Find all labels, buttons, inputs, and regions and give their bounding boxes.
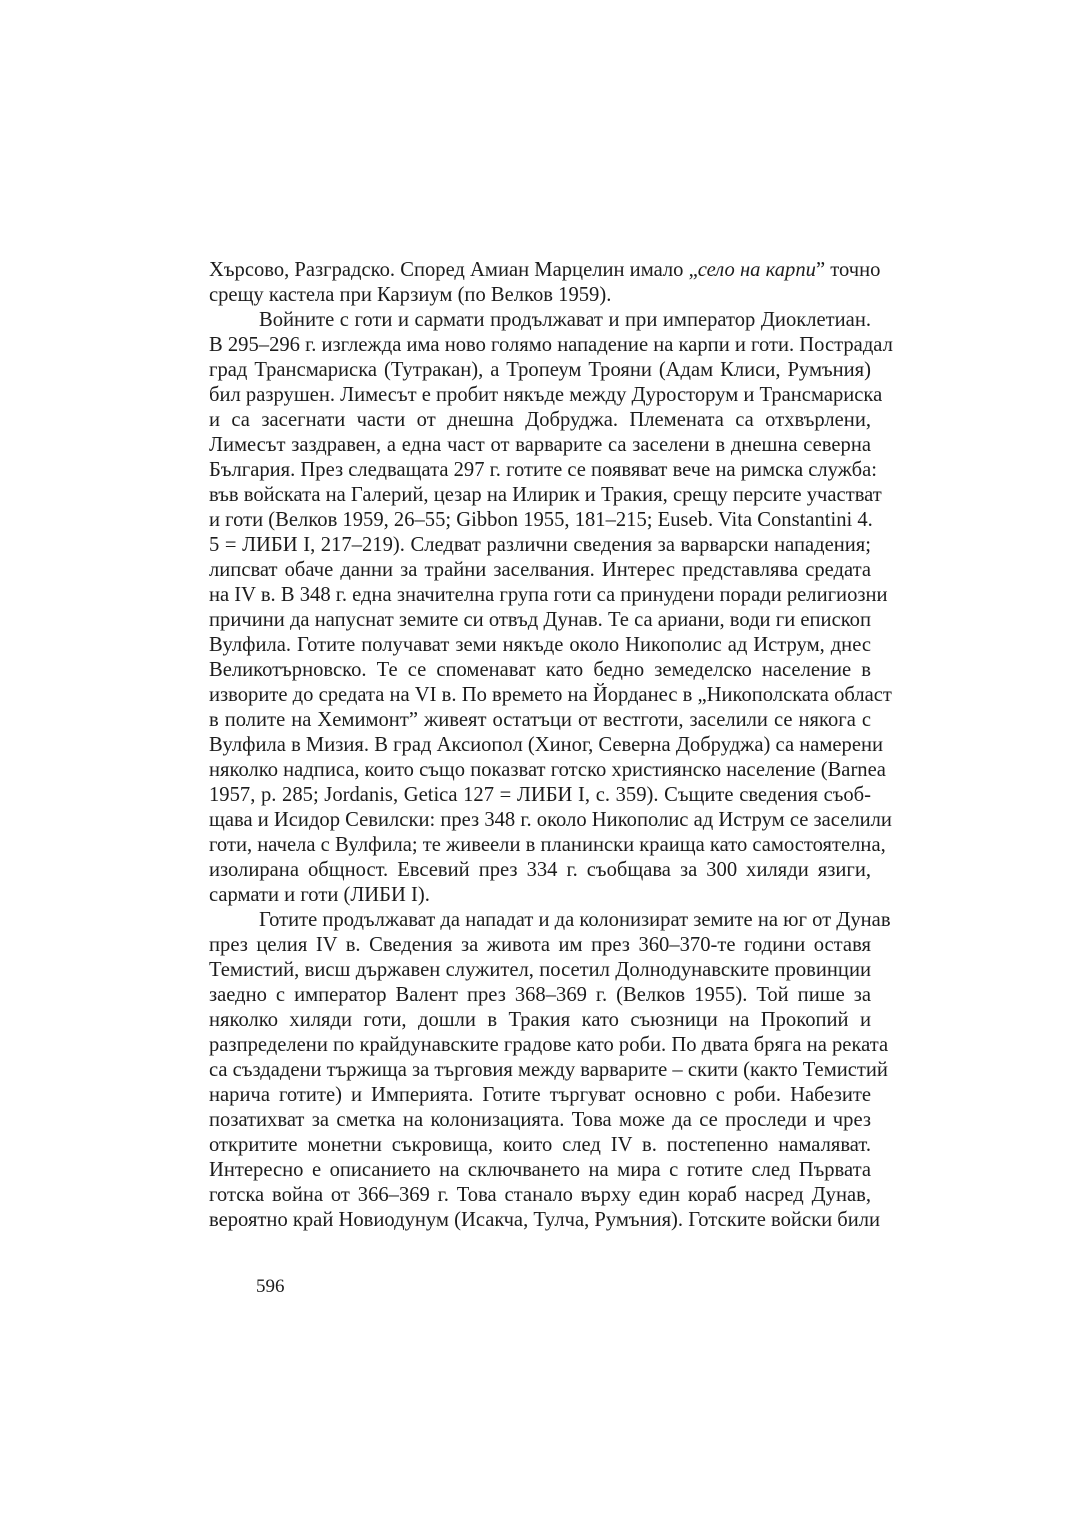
text-line-16: Вулфила. Готите получават земи някъде около Никополис ад Иструм, днес [209,634,871,656]
text-line-21: няколко надписа, които също показват готско християнско население (Barnea [209,759,886,781]
page-number: 596 [256,1276,285,1297]
text-line-9: България. През следващата 297 г. готите се появяват вече на римска служба: [209,459,877,481]
text-line-34: нарича готите) и Империята. Готите търгуват основно с роби. Набезите [209,1084,871,1106]
text-line-18: изворите до средата на VI в. По времето на Йорданес в „Никополската област [209,684,892,706]
text-line-5: град Трансмариска (Тутракан), а Тропеум Трояни (Адам Клиси, Румъния) [209,359,871,381]
text-line-22: 1957, p. 285; Jordanis, Getica 127 = ЛИБИ I, с. 359). Същите сведения съоб- [209,784,871,806]
text-line-31: няколко хиляди готи, дошли в Тракия като съюзници на Прокопий и [209,1009,871,1031]
text-line-29: Темистий, висш държавен служител, посетил Долнодунавските провинции [209,959,871,981]
text-line-15: причини да напуснат земите си отвъд Дунав. Те са ариани, води ги епископ [209,609,871,631]
text-line-23: щава и Исидор Севилски: през 348 г. около Никополис ад Иструм се заселили [209,809,892,831]
text-line-30: заедно с император Валент през 368–369 г. (Велков 1955). Той пише за [209,984,871,1006]
text-line-1: Хърсово, Разградско. Според Амиан Марцелин имало „село на карпи” точно [209,259,881,281]
text-line-6: бил разрушен. Лимесът е пробит някъде между Дуросторум и Трансмариска [209,384,883,406]
paragraph-start-line: Готите продължават да нападат и да колонизират земите на юг от Дунав [259,909,891,931]
text-line-13: липсват обаче данни за трайни заселвания. Интерес представлява средата [209,559,871,581]
text-line-17: Великотърновско. Те се споменават като бедно земеделско население в [209,659,871,681]
text-line-39: вероятно край Новиодунум (Исакча, Тулча, Румъния). Готските войски били [209,1209,881,1231]
text-line-38: готска война от 366–369 г. Това станало върху един кораб насред Дунав, [209,1184,871,1206]
text-line-25: изолирана общност. Евсевий през 334 г. съобщава за 300 хиляди язиги, [209,859,871,881]
text-line-28: през целия IV в. Сведения за живота им през 360–370-те години оставя [209,934,871,956]
text-line-33: са създадени тържища за търговия между варварите – скити (както Темистий [209,1059,888,1081]
text-line-35: позатихват за сметка на колонизацията. Това може да се проследи и чрез [209,1109,871,1131]
text-line-8: Лимесът заздравен, а една част от варварите са заселени в днешна северна [209,434,871,456]
text-line-24: готи, начела с Вулфила; те живеели в планински краища като самостоятелна, [209,834,886,856]
text-line-4: В 295–296 г. изглежда има ново голямо нападение на карпи и готи. Пострадал [209,334,893,356]
text-line-2: срещу кастела при Карзиум (по Велков 1959). [209,284,612,306]
text-line-14: на IV в. В 348 г. една значителна група готи са принудени поради религиозни [209,584,888,606]
text-line-19: в полите на Хемимонт” живеят остатъци от вестготи, заселили се някога с [209,709,871,731]
text-line-26: сармати и готи (ЛИБИ I). [209,884,430,906]
text-line-32: разпределени по крайдунавските градове като роби. По двата бряга на реката [209,1034,889,1056]
text-line-36: откритите монетни съкровища, които след IV в. постепенно намаляват. [209,1134,871,1156]
text-line-37: Интересно е описанието на сключването на мира с готите след Първата [209,1159,871,1181]
text-line-7: и са засегнати части от днешна Добруджа. Племената са отхвърлени, [209,409,871,431]
text-line-11: и готи (Велков 1959, 26–55; Gibbon 1955, 181–215; Euseb. Vita Constantini 4. [209,509,873,531]
text-line-10: във войската на Галерий, цезар на Илирик и Тракия, срещу персите участват [209,484,882,506]
paragraph-start-line: Войните с готи и сармати продължават и при император Диоклетиан. [259,309,871,331]
text-line-20: Вулфила в Мизия. В град Аксиопол (Хиног, Северна Добруджа) са намерени [209,734,884,756]
text-line-12: 5 = ЛИБИ I, 217–219). Следват различни сведения за варварски нападения; [209,534,871,556]
